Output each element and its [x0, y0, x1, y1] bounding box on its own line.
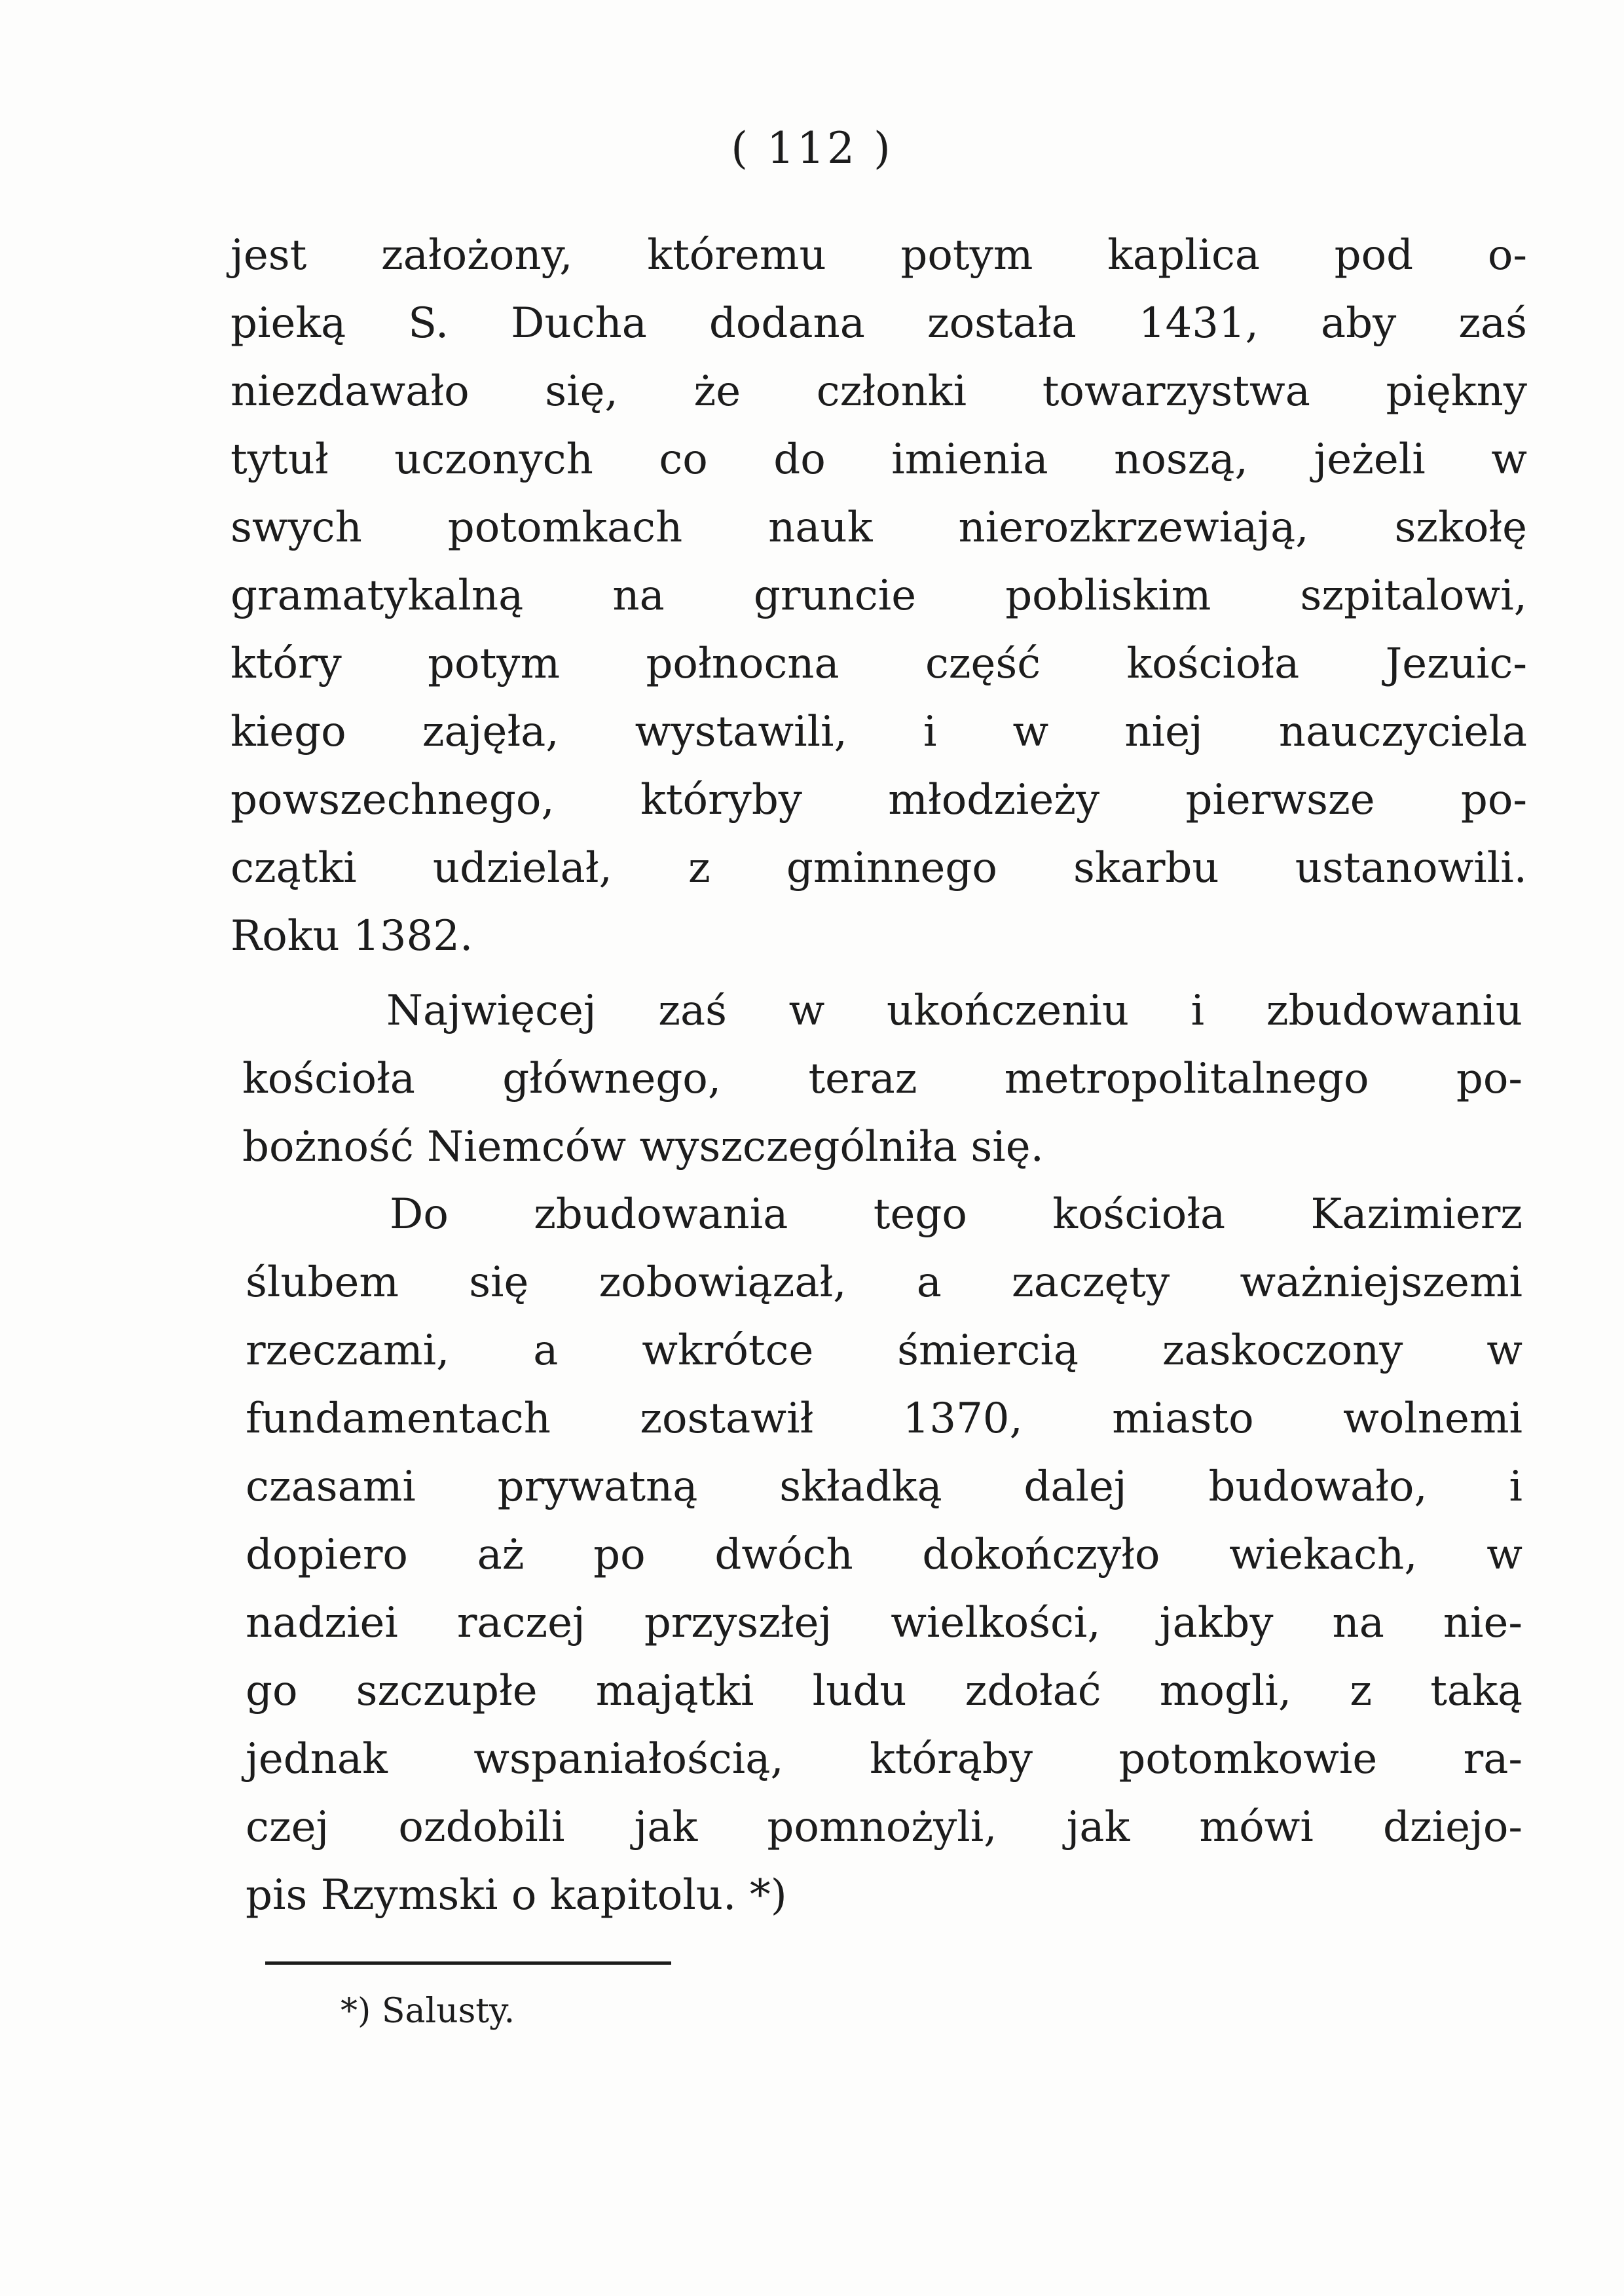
text-line: rzeczami, a wkrótce śmiercią zaskoczony w [246, 1326, 1522, 1375]
text-line: pis Rzymski o kapitolu. *) [246, 1871, 787, 1920]
text-line: kiego zajęła, wystawili, i w niej nauczyciela [231, 708, 1527, 756]
text-line: fundamentach zostawił 1370, miasto wolnemi [246, 1394, 1522, 1443]
text-line: powszechnego, któryby młodzieży pierwsze po- [231, 776, 1527, 824]
text-line: kościoła głównego, teraz metropolitalnego po- [242, 1055, 1522, 1103]
text-line: jednak wspaniałością, którąby potomkowie ra- [246, 1735, 1522, 1783]
paragraph-2 [242, 977, 1522, 1181]
text-line: bożność Niemców wyszczególniła się. [242, 1123, 1044, 1171]
text-line: swych potomkach nauk nierozkrzewiają, szkołę [231, 503, 1527, 552]
text-line: tytuł uczonych co do imienia noszą, jeżeli w [231, 435, 1527, 484]
text-line: pieką S. Ducha dodana została 1431, aby zaś [231, 299, 1527, 348]
paragraph-1 [231, 221, 1527, 970]
text-line: czej ozdobili jak pomnożyli, jak mówi dziejo- [246, 1803, 1522, 1851]
text-line: nadziei raczej przyszłej wielkości, jakby na nie- [246, 1599, 1522, 1647]
text-line: go szczupłe majątki ludu zdołać mogli, z taką [246, 1667, 1522, 1715]
text-line: niezdawało się, że członki towarzystwa piękny [231, 367, 1527, 416]
page-number: ( 112 ) [731, 123, 893, 173]
text-line: jest założony, któremu potym kaplica pod o- [231, 231, 1527, 280]
text-line: który potym połnocna część kościoła Jezuic- [231, 640, 1527, 688]
footnote: *) Salusty. [341, 1992, 515, 2031]
text-line: dopiero aż po dwóch dokończyło wiekach, w [246, 1531, 1522, 1579]
text-line: ślubem się zobowiązał, a zaczęty ważniejszemi [246, 1258, 1522, 1307]
text-line: Roku 1382. [231, 912, 473, 960]
text-line: czątki udzielał, z gminnego skarbu ustanowili. [231, 844, 1527, 892]
text-line: Do zbudowania tego kościoła Kazimierz [390, 1190, 1522, 1239]
text-line: gramatykalną na gruncie pobliskim szpitalowi, [231, 572, 1527, 620]
footnote-divider [265, 1961, 671, 1965]
text-line: Najwięcej zaś w ukończeniu i zbudowaniu [386, 987, 1522, 1035]
text-line: czasami prywatną składką dalej budowało, i [246, 1463, 1522, 1511]
paragraph-3 [246, 1180, 1522, 1929]
